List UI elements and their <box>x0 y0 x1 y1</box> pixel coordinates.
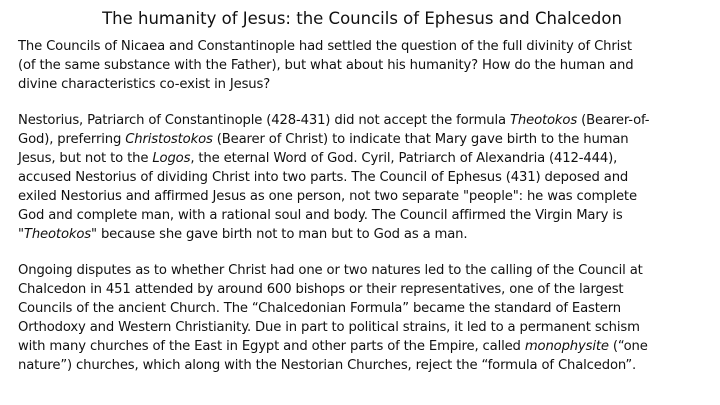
text-run: divine characteristics co-exist in Jesus? <box>18 77 271 92</box>
text-line <box>18 187 706 206</box>
text-line <box>18 337 706 356</box>
text-line <box>18 261 706 280</box>
text-run: nature”) churches, which along with the Nestorian Churches, reject the “formula of Chalcedon”. <box>18 358 637 373</box>
text-run: Ongoing disputes as to whether Christ had one or two natures led to the calling of the Council at <box>18 263 643 278</box>
text-line <box>18 318 706 337</box>
text-line <box>18 225 706 244</box>
text-run-italic: Theotokos <box>510 113 578 128</box>
paragraph-council-of-chalcedon <box>18 261 706 375</box>
text-line <box>18 130 706 149</box>
text-run: (Bearer-of- <box>577 113 650 128</box>
paragraph-nicaea-constantinople <box>18 37 706 94</box>
text-run: (of the same substance with the Father), but what about his humanity? How do the human and <box>18 58 634 73</box>
text-run: Chalcedon in 451 attended by around 600 bishops or their representatives, one of the largest <box>18 282 624 297</box>
text-line <box>18 37 706 56</box>
text-run: God and complete man, with a rational soul and body. The Council affirmed the Virgin Mary is <box>18 208 623 223</box>
text-run: " <box>18 227 24 242</box>
text-run: with many churches of the East in Egypt and other parts of the Empire, called <box>18 339 525 354</box>
text-run: " because she gave birth not to man but to God as a man. <box>90 227 468 242</box>
text-run: The Councils of Nicaea and Constantinople had settled the question of the full divinity of Christ <box>18 39 632 54</box>
text-run: (“one <box>608 339 648 354</box>
slide-title: The humanity of Jesus: the Councils of Ephesus and Chalcedon <box>102 9 622 28</box>
text-run: Orthodoxy and Western Christianity. Due in part to political strains, it led to a permanent schism <box>18 320 640 335</box>
text-line <box>18 75 706 94</box>
text-line <box>18 356 706 375</box>
text-run: exiled Nestorius and affirmed Jesus as one person, not two separate "people": he was complete <box>18 189 637 204</box>
text-run-italic: Theotokos <box>23 227 91 242</box>
text-run: , the eternal Word of God. Cyril, Patriarch of Alexandria (412-444), <box>190 151 618 166</box>
text-run: Nestorius, Patriarch of Constantinople (428-431) did not accept the formula <box>18 113 510 128</box>
text-line <box>18 149 706 168</box>
text-line <box>18 206 706 225</box>
text-run-italic: Logos <box>152 151 191 166</box>
text-line <box>18 299 706 318</box>
paragraph-council-of-ephesus <box>18 111 706 244</box>
text-run-italic: Christostokos <box>125 132 213 147</box>
text-line <box>18 168 706 187</box>
text-run: (Bearer of Christ) to indicate that Mary gave birth to the human <box>212 132 629 147</box>
text-run: God), preferring <box>18 132 126 147</box>
text-line <box>18 56 706 75</box>
text-run: Councils of the ancient Church. The “Chalcedonian Formula” became the standard of Eastern <box>18 301 621 316</box>
text-line <box>18 111 706 130</box>
text-line <box>18 280 706 299</box>
text-run: accused Nestorius of dividing Christ into two parts. The Council of Ephesus (431) deposed and <box>18 170 629 185</box>
text-run-italic: monophysite <box>524 339 609 354</box>
text-run: Jesus, but not to the <box>18 151 153 166</box>
